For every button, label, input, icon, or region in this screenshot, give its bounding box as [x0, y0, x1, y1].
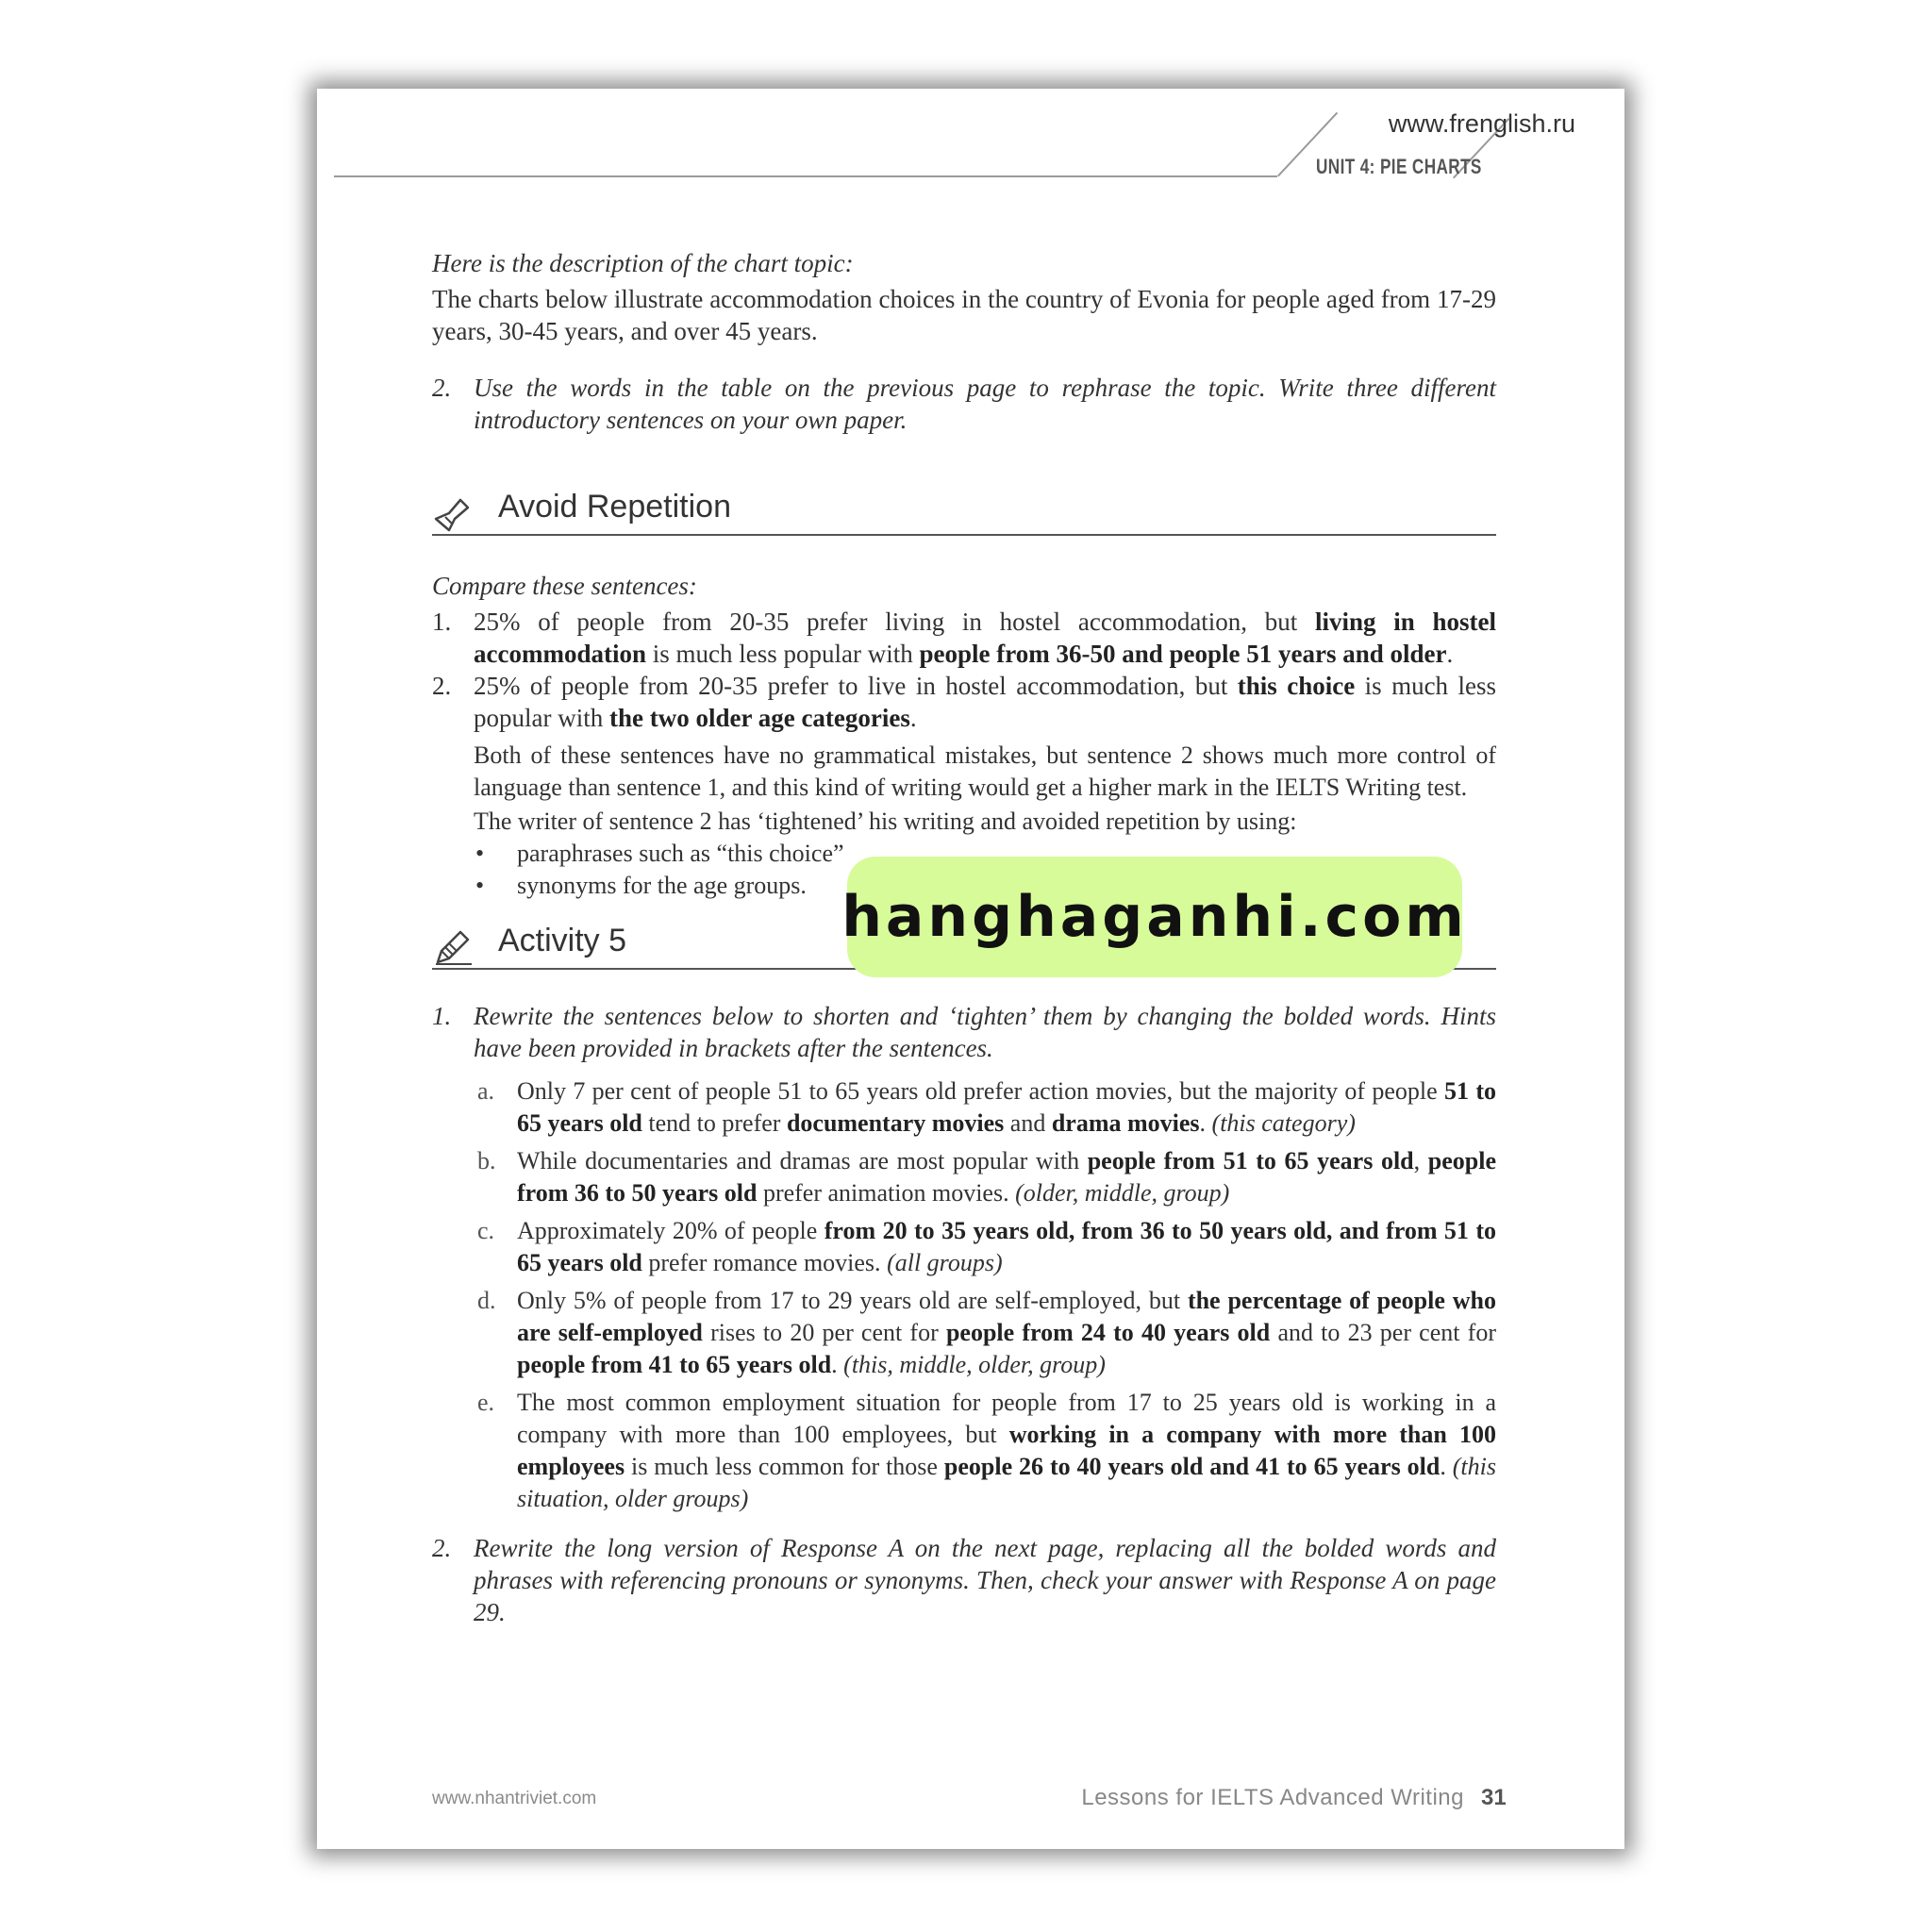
task2-number: 2. [432, 374, 452, 402]
tightened-paragraph: The writer of sentence 2 has ‘tightened’ his writing and avoided repetition by using: [474, 808, 1297, 835]
watermark-text: hanghaganhi.com [841, 884, 1468, 950]
compare-label: Compare these sentences: [432, 572, 697, 600]
pencil-icon [432, 926, 474, 968]
header-site: www.frenglish.ru [1388, 109, 1575, 138]
bullet-dot: • [475, 840, 485, 867]
bullet-paraphrases: paraphrases such as “this choice” [517, 840, 844, 867]
sentence2: 25% of people from 20-35 prefer to live in hostel accommodation, but this choice is much less popular with the two older age categories. [474, 672, 1496, 732]
bullet-synonyms: synonyms for the age groups. [517, 872, 807, 899]
intro-label: Here is the description of the chart topic: [432, 249, 854, 277]
q1-text: Rewrite the sentences below to shorten and ‘tighten’ them by changing the bolded words. Hints have been provided in brackets after the sentences. [474, 1002, 1496, 1062]
item-a-letter: a. [477, 1077, 495, 1105]
item-a: Only 7 per cent of people 51 to 65 years old prefer action movies, but the majority of people 51 to 65 years old tend to prefer documentary movies and drama movies. (this category) [517, 1077, 1496, 1137]
item-d-letter: d. [477, 1287, 496, 1314]
watermark-badge [841, 857, 1468, 977]
item-b: While documentaries and dramas are most popular with people from 51 to 65 years old, people from 36 to 50 years old prefer animation movies. (older, middle, group) [517, 1147, 1497, 1207]
q2-number: 2. [432, 1534, 452, 1562]
pushpin-icon [432, 492, 474, 534]
item-e-letter: e. [477, 1389, 495, 1416]
item-e: The most common employment situation for people from 17 to 25 years old is working in a company with more than 100 employees, but working in a company with more than 100 employees is much less common for those people 26 to 40 years old and 41 to 65 years old. (this situation, older groups) [517, 1389, 1497, 1512]
page-number: 31 [1481, 1785, 1507, 1810]
q1-number: 1. [432, 1002, 452, 1030]
explanation-paragraph: Both of these sentences have no grammatical mistakes, but sentence 2 shows much more control of language than sentence 1, and this kind of writing would get a higher mark in the IELTS Writing test. [474, 741, 1496, 801]
avoid-repetition-heading [432, 489, 1496, 536]
item-d: Only 5% of people from 17 to 29 years old are self-employed, but the percentage of people who are self-employed rises to 20 per cent for people from 24 to 40 years old and to 23 per cent for people from 41 to 65 years old. (this, middle, older, group) [517, 1287, 1496, 1378]
header-rule [334, 175, 1277, 177]
sentence1: 25% of people from 20-35 prefer living in hostel accommodation, but living in hostel accommodation is much less popular with people from 36-50 and people 51 years and older. [474, 608, 1496, 668]
avoid-repetition-title: Avoid Repetition [498, 489, 731, 525]
item-b-letter: b. [477, 1147, 496, 1174]
sentence2-number: 2. [432, 672, 452, 700]
footer-book-title: Lessons for IELTS Advanced Writing [1081, 1785, 1464, 1810]
sentence1-number: 1. [432, 608, 452, 636]
bullet-dot: • [475, 872, 485, 899]
activity5-title: Activity 5 [498, 923, 627, 958]
header-unit: UNIT 4: PIE CHARTS [1316, 155, 1482, 178]
footer-website: www.nhantriviet.com [432, 1789, 597, 1808]
task2-text: Use the words in the table on the previous page to rephrase the topic. Write three different introductory sentences on your own paper. [474, 374, 1496, 434]
item-c-letter: c. [477, 1217, 495, 1244]
item-c: Approximately 20% of people from 20 to 35 years old, from 36 to 50 years old, and from 51 to 65 years old prefer romance movies. (all groups) [517, 1217, 1496, 1276]
q2-text: Rewrite the long version of Response A on the next page, replacing all the bolded words and phrases with referencing pronouns or synonyms. Then, check your answer with Response A on page 29. [474, 1534, 1496, 1626]
intro-description: The charts below illustrate accommodation choices in the country of Evonia for people aged from 17-29 years, 30-45 years, and over 45 years. [432, 285, 1496, 345]
